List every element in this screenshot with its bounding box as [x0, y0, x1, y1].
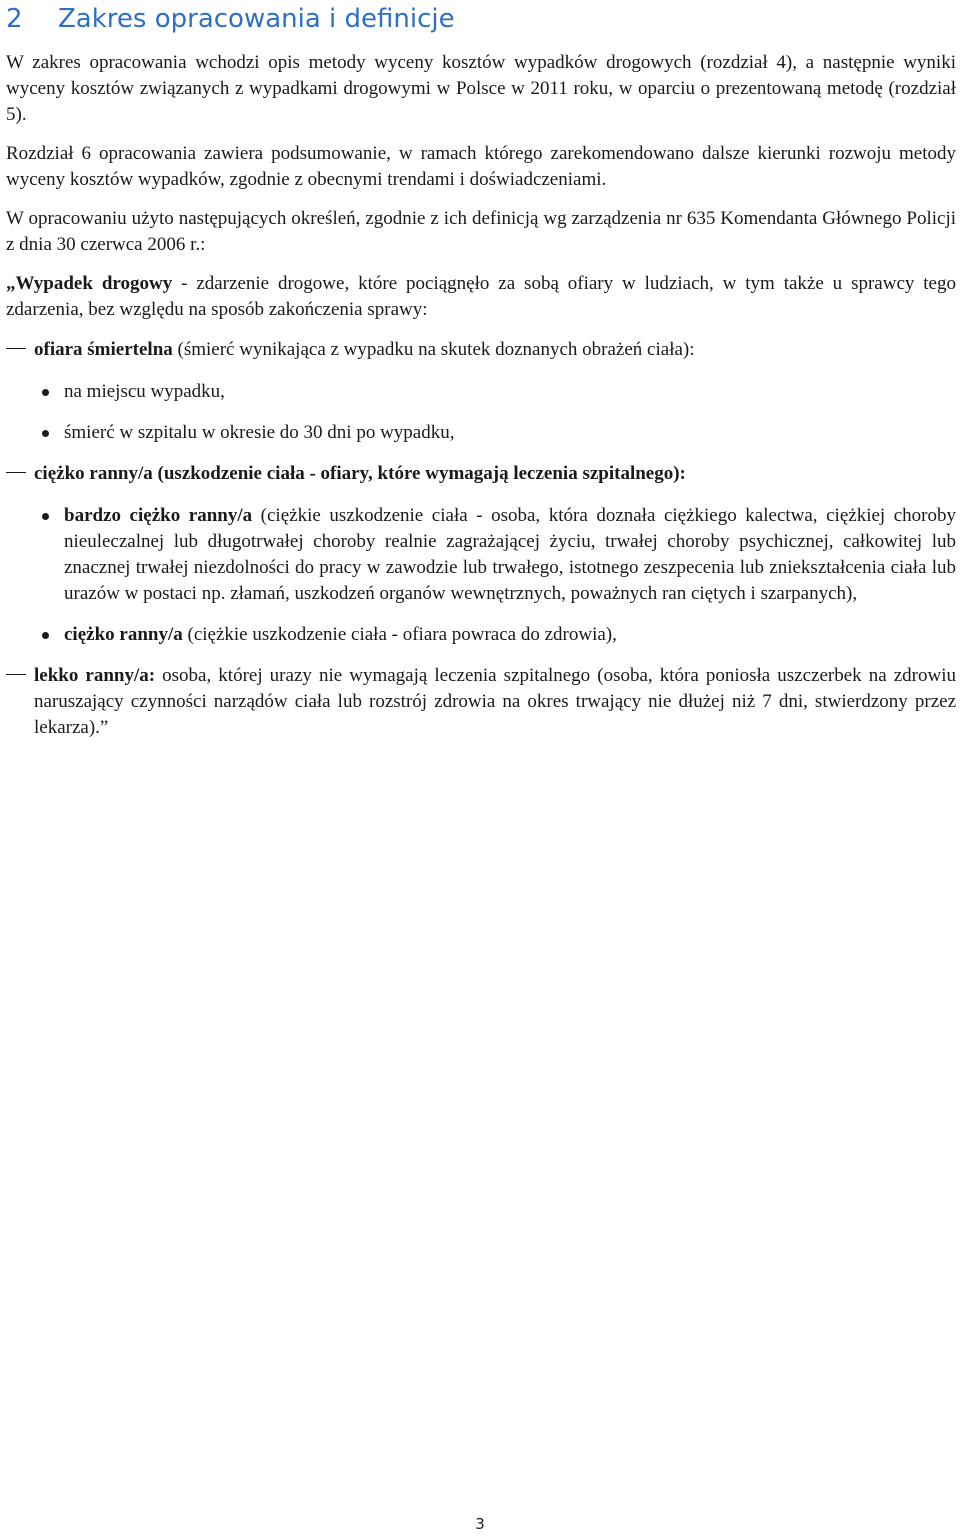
paragraph-summary: Rozdział 6 opracowania zawiera podsumowanie, w ramach którego zarekomendowano dalsze kierunki rozwoju metody wyceny kosztów wypadków, zgodnie z obecnymi trendami i doświadczeniami. — [6, 143, 956, 190]
sub-item-text: śmierć w szpitalu w okresie do 30 dni po wypadku, — [64, 422, 455, 443]
sub-item-very-serious — [6, 503, 956, 607]
dash-marker — [6, 461, 28, 487]
list-item-light — [6, 663, 956, 741]
sub-item-hospital — [6, 420, 956, 446]
very-serious-term: bardzo ciężko ranny/a — [64, 505, 253, 526]
fatal-text: (śmierć wynikająca z wypadku na skutek doznanych obrażeń ciała): — [172, 339, 695, 360]
sub-item-serious — [6, 622, 956, 648]
bullet-marker — [42, 430, 49, 437]
document-page — [6, 0, 956, 741]
very-serious-text: (ciężkie uszkodzenie ciała - osoba, która doznała ciężkiego kalectwa, ciężkiej choroby nieuleczalnej lub długotrwałej choroby realnie zagrażającej życiu, trwałej choroby psychicznej, całkowitej lub znacznej trwałej niezdolności do pracy w zawodzie lub trwałego, istotnego zeszpecenia lub zniekształcenia ciała lub urazów w postaci np. złamań, uszkodzeń organów wewnętrznych, poważnych ran ciętych i szarpanych), — [64, 505, 956, 604]
section-number: 2 — [6, 4, 23, 34]
paragraph-definitions-intro: W opracowaniu użyto następujących określeń, zgodnie z ich definicją wg zarządzenia nr 635 Komendanta Głównego Policji z dnia 30 czerwca 2006 r.: — [6, 208, 956, 255]
section-title: Zakres opracowania i definicje — [58, 4, 455, 34]
open-quote: „ — [6, 273, 16, 294]
list-item-serious — [6, 461, 956, 487]
list-item-fatal — [6, 337, 956, 363]
section-heading — [6, 0, 956, 36]
paragraph-scope: W zakres opracowania wchodzi opis metody wyceny kosztów wypadków drogowych (rozdział 4), a następnie wyniki wyceny kosztów związanych z wypadkami drogowymi w Polsce w 2011 roku, w oparciu o prezentowaną metodę (rozdział 5). — [6, 52, 956, 125]
sub-item-on-site — [6, 379, 956, 405]
bullet-marker — [42, 513, 49, 520]
definition-term: Wypadek drogowy — [15, 273, 173, 294]
sub-item-text: na miejscu wypadku, — [64, 381, 225, 402]
dash-marker — [6, 663, 28, 689]
serious-sub-text: (ciężkie uszkodzenie ciała - ofiara powraca do zdrowia), — [182, 624, 617, 645]
serious-term: ciężko ranny/a (uszkodzenie ciała - ofiary, które wymagają leczenia szpitalnego): — [34, 463, 686, 484]
light-term: lekko ranny/a: — [34, 665, 156, 686]
dash-marker — [6, 337, 28, 363]
bullet-marker — [42, 389, 49, 396]
fatal-term: ofiara śmiertelna — [34, 339, 173, 360]
definition-road-accident — [6, 271, 956, 323]
close-quote: ” — [99, 717, 109, 738]
definition-text: - zdarzenie drogowe, które pociągnęło za sobą ofiary w ludziach, w tym także u sprawcy tego zdarzenia, bez względu na sposób zakończenia sprawy: — [6, 273, 956, 320]
bullet-marker — [42, 632, 49, 639]
light-text: osoba, której urazy nie wymagają leczenia szpitalnego (osoba, która poniosła uszczerbek na zdrowiu naruszający czynności narządów ciała lub rozstrój zdrowia na okres trwający nie dłużej niż 7 dni, stwierdzony przez lekarza). — [34, 665, 956, 738]
page-number: 3 — [475, 1515, 485, 1533]
serious-sub-term: ciężko ranny/a — [64, 624, 183, 645]
